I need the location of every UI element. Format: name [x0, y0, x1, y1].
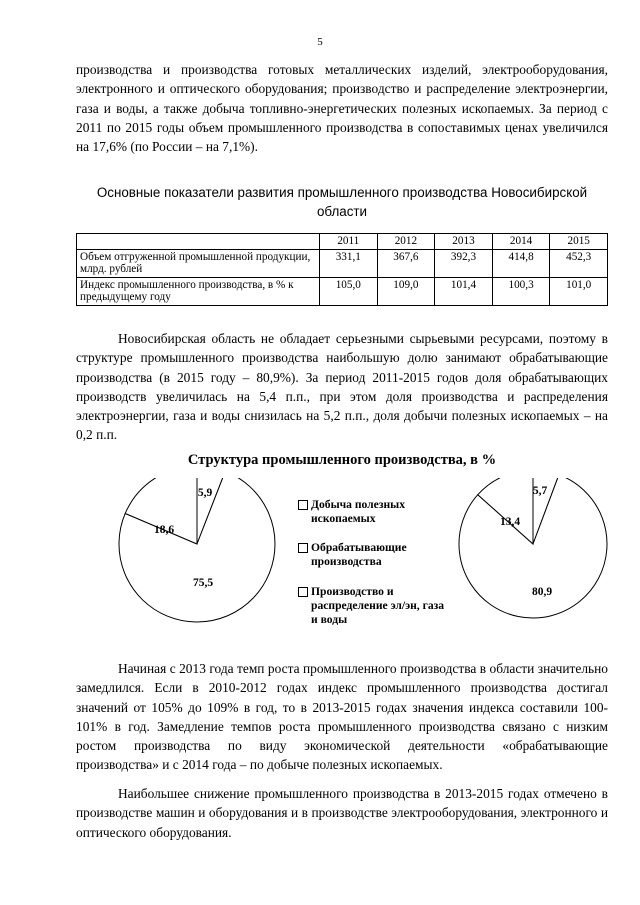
row-label: Объем отгруженной промышленной продукции, млрд. рублей — [77, 249, 320, 277]
legend-swatch — [298, 500, 308, 510]
paragraph-structure: Новосибирская область не обладает серьезными сырьевыми ресурсами, поэтому в структуре промышленного производства наибольшую долю занимают обрабатывающие производства (в 2015 году – 80,9%). За период 2011-2015 годов доля обрабатывающих производств увеличилась на 5,4 п.п., при этом доля производства и распределения электроэнергии, газа и воды снизилась на 5,2 п.п., доля добычи полезных ископаемых – на 0,2 п.п. — [76, 331, 608, 443]
table-header-row — [77, 234, 608, 250]
table-cell: 452,3 — [550, 249, 608, 277]
table-cell: 100,3 — [492, 277, 550, 305]
table-cell: 367,6 — [377, 249, 435, 277]
legend-swatch — [298, 587, 308, 597]
paragraph-intro: производства и производства готовых металлических изделий, электрооборудования, электронного и оптического оборудования; производство и распределение электроэнергии, газа и воды, а также добыча топливно-энергетических полезных ископаемых. За период с 2011 по 2015 годы объем промышленного производства в сопоставимых ценах увеличился на 17,6% (по России – на 7,1%). — [76, 62, 608, 155]
legend-swatch — [298, 543, 308, 553]
table-row — [77, 249, 608, 277]
pie-chart-left — [119, 478, 275, 622]
table-cell: 101,0 — [550, 277, 608, 305]
table-cell: 392,3 — [435, 249, 493, 277]
pie-label-mining: 5,9 — [197, 487, 213, 499]
year-header: 2014 — [492, 234, 550, 250]
table-row — [77, 277, 608, 305]
table-corner-cell — [77, 234, 320, 250]
table-cell: 101,4 — [435, 277, 493, 305]
table-cell: 331,1 — [320, 249, 378, 277]
pie-label-energy: 13,4 — [499, 516, 521, 528]
legend-label: Добыча полезных ископаемых — [311, 498, 406, 525]
indicators-table — [76, 233, 608, 306]
paragraph-decline: Наибольшее снижение промышленного производства в 2013-2015 годах отмечено в производстве машин и оборудования и в производстве электрооборудования, электронного и оптического оборудования. — [76, 786, 608, 840]
pie-label-energy: 18,6 — [153, 524, 175, 536]
pie-label-mining: 5,7 — [532, 485, 548, 497]
legend-label: Обрабатывающие производства — [311, 541, 407, 568]
table-cell: 105,0 — [320, 277, 378, 305]
pie-label-manufacturing: 75,5 — [192, 577, 214, 589]
year-header: 2012 — [377, 234, 435, 250]
page-number: 5 — [317, 36, 323, 48]
year-header: 2013 — [435, 234, 493, 250]
year-header: 2015 — [550, 234, 608, 250]
pie-chart-right — [459, 478, 607, 618]
row-label: Индекс промышленного производства, в % к предыдущему году — [77, 277, 320, 305]
table-title: Основные показатели развития промышленного производства Новосибирской области — [96, 185, 588, 219]
legend-label: Производство и распределение эл/эн, газа и воды — [311, 585, 445, 626]
pie-label-manufacturing: 80,9 — [531, 586, 553, 598]
paragraph-dynamics: Начиная с 2013 года темп роста промышленного производства в области значительно замедлился. Если в 2010-2012 годах индекс промышленного производства достигал значений от 105% до 109% в год, то в 2013-2015 годах значения индекса составили 100-101% в год. Замедление темпов роста промышленного производства связано с низким ростом производства по виду экономической деятельности «обрабатывающие производства» и с 2014 года – по добыче полезных ископаемых. — [76, 661, 608, 773]
table-cell: 109,0 — [377, 277, 435, 305]
table-cell: 414,8 — [492, 249, 550, 277]
year-header: 2011 — [320, 234, 378, 250]
chart-title: Структура промышленного производства, в % — [187, 452, 497, 468]
